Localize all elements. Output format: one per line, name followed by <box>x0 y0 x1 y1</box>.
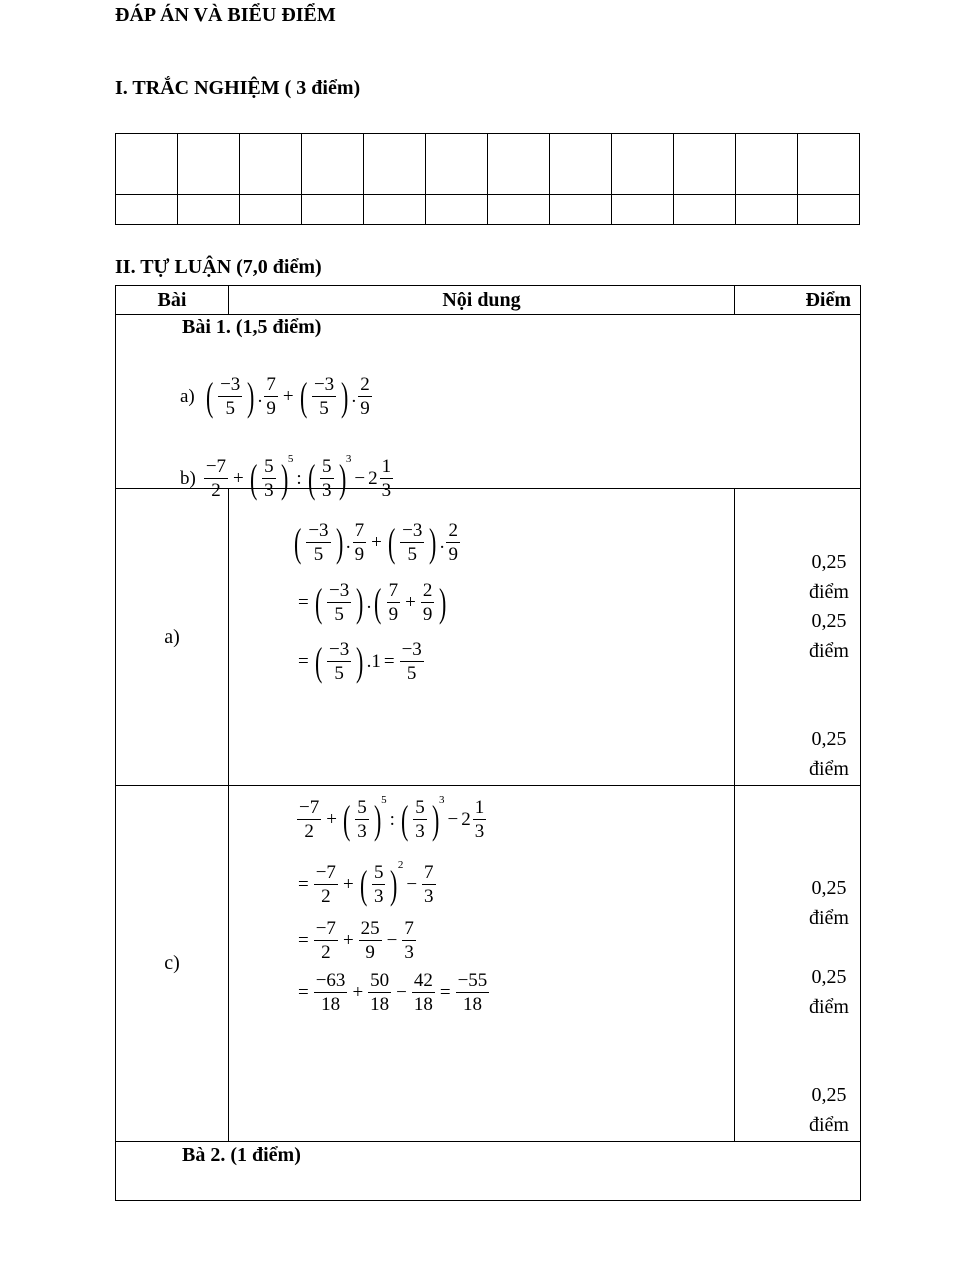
points-c-2: 0,25 điểm <box>809 966 849 1019</box>
column-header-bai: Bài <box>116 286 229 315</box>
points-a-2: 0,25 điểm <box>809 610 849 663</box>
mc-cell <box>426 195 488 225</box>
mc-cell <box>364 134 426 195</box>
mc-cell <box>178 195 240 225</box>
mc-cell <box>426 134 488 195</box>
bai2-heading: Bà 2. (1 điểm) <box>182 1143 301 1166</box>
solution-c-line-1: $\frac{-7}{2}$ + ( $\frac{5}{3}$ ) 5 : ( $\frac{5}{3}$ ) 3 − 2 $\frac{1}{3}$ <box>299 794 485 843</box>
solution-c-line-2: = $\frac{-7}{2}$ + ( $\frac{5}{3}$ ) 2 − $\frac{7}{3}$ <box>298 859 434 908</box>
solution-c-line-4: = $\frac{-63}{18}$ + $\frac{50}{18}$ − $\frac{42}{18}$ = $\frac{-55}{18}$ <box>298 970 488 1016</box>
mc-cell <box>240 134 302 195</box>
mc-cell <box>488 195 550 225</box>
bai1-expression-b: b) $\frac{-7}{2}$ + ( $\frac{5}{3}$ ) 5 : ( $\frac{5}{3}$ ) 3 − 2 $\frac{1}{3}$ <box>180 453 392 501</box>
bai1-heading: Bài 1. (1,5 điểm) <box>182 316 322 339</box>
mc-cell <box>302 134 364 195</box>
mc-cell <box>116 134 178 195</box>
mc-cell <box>798 134 860 195</box>
row-c-label: c) <box>116 786 229 1142</box>
points-a-3: 0,25 điểm <box>809 728 849 781</box>
mc-cell <box>736 134 798 195</box>
row-c-points <box>735 786 861 1142</box>
row-a-label: a) <box>116 489 229 786</box>
solution-c-line-3: = $\frac{-7}{2}$ + $\frac{25}{9}$ − $\frac{7}{3}$ <box>298 918 414 964</box>
multiple-choice-answer-table <box>115 133 860 225</box>
mc-cell <box>178 134 240 195</box>
section-1-heading: I. TRẮC NGHIỆM ( 3 điểm) <box>115 77 361 99</box>
mc-cell <box>116 195 178 225</box>
points-a-1: 0,25 điểm <box>809 551 849 604</box>
mc-cell <box>550 134 612 195</box>
bai1-expression-a: a) ( $\frac{-3}{5}$ ) . $\frac{7}{9}$ + ( $\frac{-3}{5}$ ) . $\frac{2}{9}$ <box>180 374 370 419</box>
mc-cell <box>550 195 612 225</box>
essay-answer-table <box>115 285 861 1201</box>
mc-cell <box>674 134 736 195</box>
page-title: ĐÁP ÁN VÀ BIỂU ĐIỂM <box>115 4 336 26</box>
bai1-statement-cell <box>116 315 861 501</box>
bai2-cell <box>116 1141 861 1200</box>
row-c-solution <box>229 786 735 1142</box>
mc-cell <box>364 195 426 225</box>
section-2-heading: II. TỰ LUẬN (7,0 điểm) <box>115 256 322 278</box>
row-a-solution <box>229 489 735 786</box>
mc-cell <box>798 195 860 225</box>
column-header-noi-dung: Nội dung <box>229 286 735 315</box>
mc-cell <box>612 134 674 195</box>
mc-cell <box>612 195 674 225</box>
mc-cell <box>488 134 550 195</box>
mc-cell <box>302 195 364 225</box>
points-c-3: 0,25 điểm <box>809 1084 849 1137</box>
solution-a-line-2: = ( $\frac{-3}{5}$ ) . ( $\frac{7}{9}$ + $\frac{2}{9}$ ) <box>298 580 447 626</box>
points-c-1: 0,25 điểm <box>809 877 849 930</box>
solution-a-line-1: ( $\frac{-3}{5}$ ) . $\frac{7}{9}$ + ( $\frac{-3}{5}$ ) . $\frac{2}{9}$ <box>293 520 458 566</box>
mc-cell <box>674 195 736 225</box>
mc-cell <box>240 195 302 225</box>
solution-a-line-3: = ( $\frac{-3}{5}$ ) .1 = $\frac{-3}{5}$ <box>298 639 422 685</box>
mc-cell <box>736 195 798 225</box>
row-a-points <box>735 489 861 786</box>
column-header-diem: Điểm <box>735 286 861 315</box>
